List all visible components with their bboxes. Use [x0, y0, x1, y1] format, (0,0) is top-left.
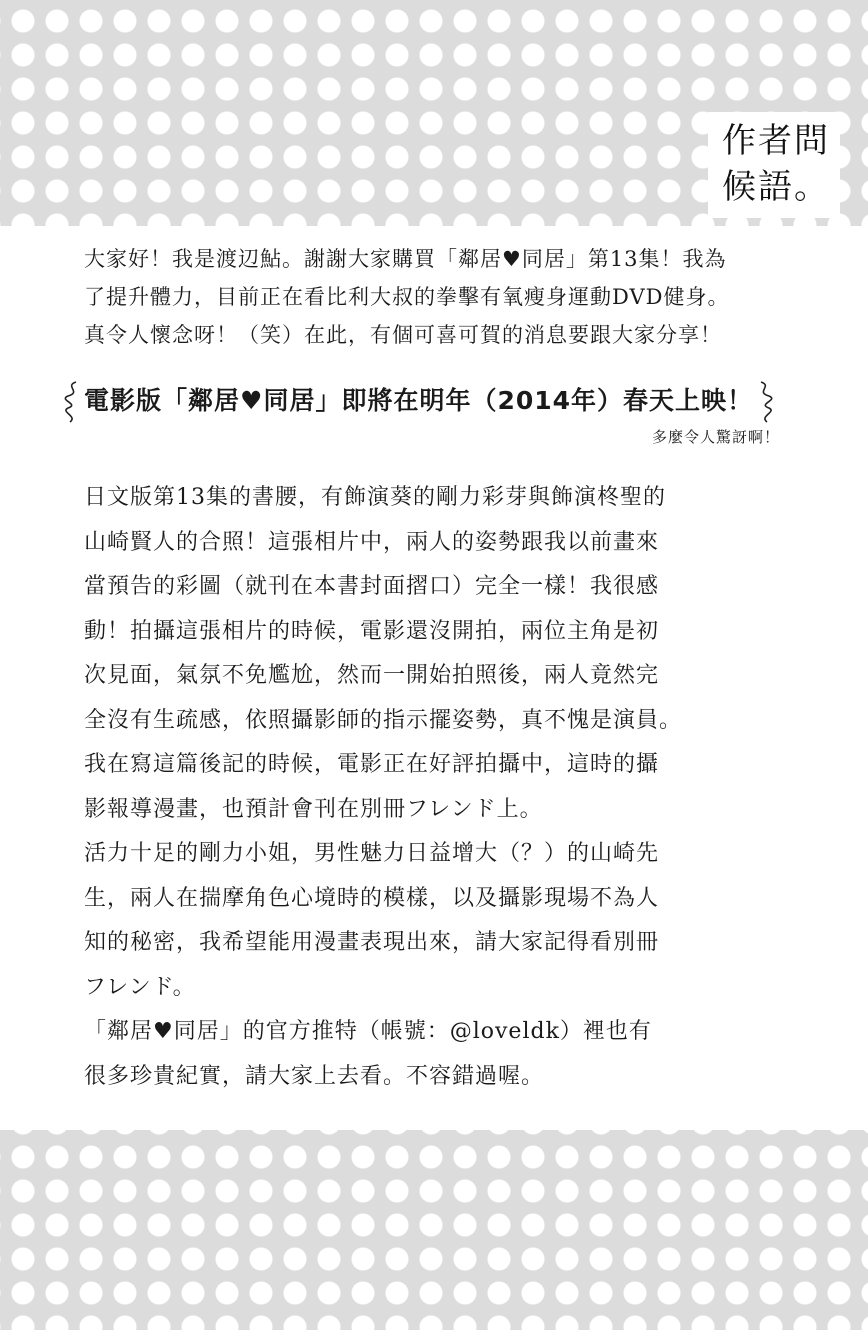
body-line: 我在寫這篇後記的時候，電影正在好評拍攝中，這時的攝	[84, 752, 660, 777]
polka-dot-footer-band	[0, 1130, 868, 1330]
body-line: 「鄰居♥同居」的官方推特（帳號：@loveldk）裡也有	[84, 1019, 652, 1044]
intro-line: 真令人懷念呀！（笑）在此，有個可喜可賀的消息要跟大家分享！	[84, 323, 722, 347]
body-line: 知的秘密，我希望能用漫畫表現出來，請大家記得看別冊	[84, 930, 660, 955]
squiggle-left-icon	[60, 380, 84, 424]
intro-line: 了提升體力，目前正在看比利大叔的拳擊有氧瘦身運動DVD健身。	[84, 285, 730, 309]
intro-paragraph	[84, 240, 824, 354]
title-line-2: 候語。	[722, 167, 830, 207]
intro-line: 大家好！我是渡辺鮎。謝謝大家購買「鄰居♥同居」第13集！我為	[84, 247, 727, 271]
body-line: 生，兩人在揣摩角色心境時的模樣，以及攝影現場不為人	[84, 885, 660, 911]
squiggle-right-icon	[753, 380, 777, 424]
body-line: 活力十足的剛力小姐，男性魅力日益增大（？）的山崎先	[84, 841, 660, 866]
body-line: 山崎賢人的合照！這張相片中，兩人的姿勢跟我以前畫來	[84, 529, 660, 555]
heart-icon: ♥	[240, 386, 264, 415]
announcement-text-start: 電影版「鄰居	[84, 386, 241, 415]
announcement-note: 多麼令人驚訝啊！	[651, 428, 780, 446]
movie-announcement	[60, 380, 820, 424]
body-line: 日文版第13集的書腰，有飾演葵的剛力彩芽與飾演柊聖的	[84, 485, 666, 510]
body-line: 很多珍貴紀實，請大家上去看。不容錯過喔。	[84, 1063, 545, 1089]
body-line: 當預告的彩圖（就刊在本書封面摺口）完全一樣！我很感	[84, 574, 660, 599]
afterword-title	[708, 112, 840, 218]
body-line: 次見面，氣氛不免尷尬，然而一開始拍照後，兩人竟然完	[84, 663, 660, 688]
announcement-text-end: 同居」即將在明年（2014年）春天上映！	[263, 386, 754, 415]
body-paragraph	[84, 476, 824, 1099]
body-line: 影報導漫畫，也預計會刊在別冊フレンド上。	[84, 796, 543, 822]
title-line-1: 作者問	[722, 121, 830, 161]
body-line: 動！拍攝這張相片的時候，電影還沒開拍，兩位主角是初	[84, 618, 660, 644]
body-line: 全沒有生疏感，依照攝影師的指示擺姿勢，真不愧是演員。	[84, 707, 683, 733]
body-line: フレンド。	[84, 974, 196, 1000]
